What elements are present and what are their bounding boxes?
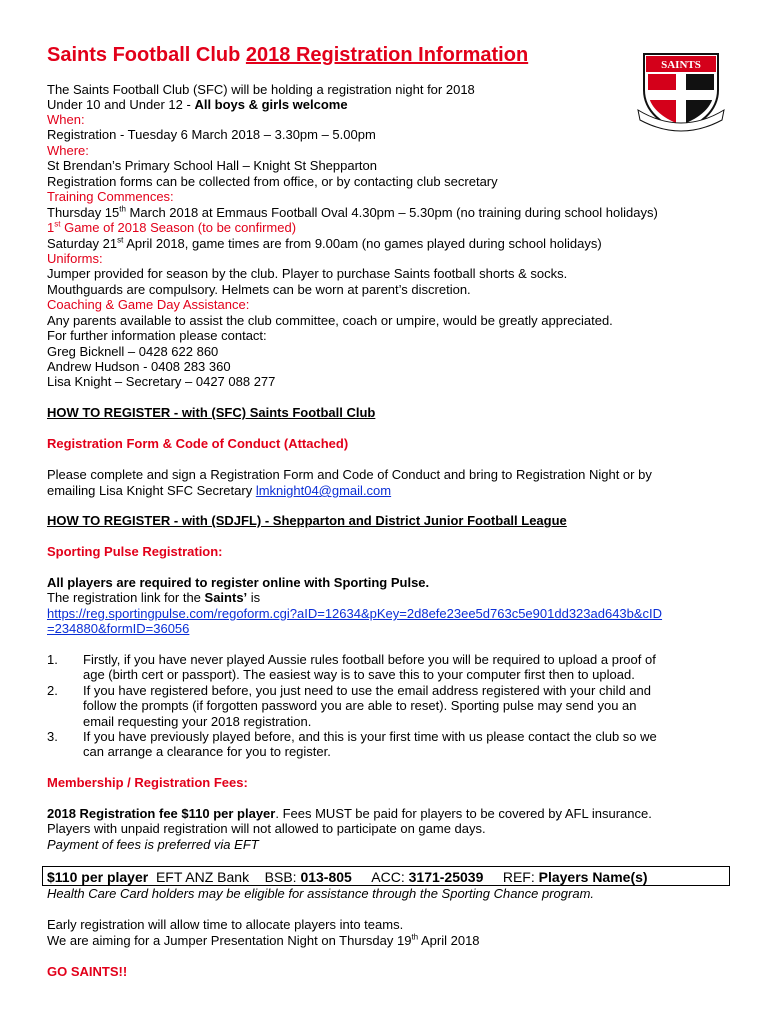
coaching-line2: For further information please contact:	[47, 328, 267, 343]
link-intro-c: is	[247, 590, 261, 605]
fees-heading: Membership / Registration Fees:	[47, 775, 248, 790]
first-game-b: Game of 2018 Season (to be confirmed)	[60, 220, 297, 235]
fee-method: EFT ANZ Bank	[155, 869, 250, 885]
uniforms-label: Uniforms:	[47, 251, 103, 266]
registration-url-line2[interactable]: =234880&formID=36056	[47, 621, 190, 636]
first-game-sup: st	[54, 219, 61, 229]
health-card-note: Health Care Card holders may be eligible for assistance through the Sporting Chance program.	[47, 886, 595, 901]
sdjfl-heading: HOW TO REGISTER - with (SDJFL) - Shepparton and District Junior Football League	[47, 513, 567, 528]
intro-line1: The Saints Football Club (SFC) will be holding a registration night for 2018	[47, 82, 475, 97]
closing-line2-b: April 2018	[418, 933, 480, 948]
closing-line1: Early registration will allow time to allocate players into teams.	[47, 917, 404, 932]
when-text: Registration - Tuesday 6 March 2018 – 3.30pm – 5.00pm	[47, 127, 376, 142]
training-label: Training Commences:	[47, 189, 174, 204]
payment-details	[47, 869, 648, 885]
crest-text: SAINTS	[661, 59, 701, 71]
registration-url-link-cont[interactable]	[47, 621, 189, 636]
closing-line2-a: We are aiming for a Jumper Presentation Night on Thursday 19	[47, 933, 412, 948]
coaching-line1: Any parents available to assist the club committee, coach or umpire, would be greatly appreciated.	[47, 313, 613, 328]
sdjfl-bold-line: All players are required to register online with Sporting Pulse.	[47, 575, 430, 590]
registration-url-link[interactable]	[47, 606, 662, 621]
uniforms-line1: Jumper provided for season by the club. Player to purchase Saints football shorts & socks.	[47, 266, 568, 281]
link-intro-b: Saints’	[204, 590, 248, 605]
contact-item: Lisa Knight – Secretary – 0427 088 277	[47, 374, 276, 389]
bsb-value: 013-805	[300, 869, 352, 885]
when-label: When:	[47, 112, 85, 127]
training-text	[47, 205, 658, 220]
title-part2: 2018 Registration Information	[245, 44, 529, 66]
contact-item: Greg Bicknell – 0428 622 860	[47, 344, 219, 359]
go-saints: GO SAINTS!!	[47, 964, 128, 979]
fees-line1	[47, 806, 652, 821]
page-title	[47, 44, 528, 67]
sdjfl-subheading: Sporting Pulse Registration:	[47, 544, 223, 559]
training-sup: th	[119, 204, 126, 214]
sfc-heading: HOW TO REGISTER - with (SFC) Saints Football Club	[47, 405, 376, 420]
sfc-subheading: Registration Form & Code of Conduct (Attached)	[47, 436, 349, 451]
ref-label: REF:	[502, 869, 539, 885]
saints-logo-icon	[636, 50, 726, 132]
list-item: follow the prompts (if forgotten password you are able to reset). Sporting pulse may send you an	[83, 698, 637, 713]
first-game-a: 1	[47, 220, 55, 235]
sfc-line1: Please complete and sign a Registration Form and Code of Conduct and bring to Registration Night or by	[47, 467, 652, 482]
list-item: If you have registered before, you just need to use the email address registered with your child and	[83, 683, 651, 698]
where-line2: Registration forms can be collected from office, or by contacting club secretary	[47, 174, 498, 189]
list-item-number: 1.	[47, 652, 58, 667]
where-line1: St Brendan’s Primary School Hall – Knight St Shepparton	[47, 158, 377, 173]
acc-value: 3171-25039	[408, 869, 484, 885]
fee-amount: $110 per player	[47, 869, 149, 885]
contact-item: Andrew Hudson - 0408 283 360	[47, 359, 231, 374]
first-game-text	[47, 236, 602, 251]
where-label: Where:	[47, 143, 89, 158]
uniforms-line2: Mouthguards are compulsory. Helmets can be worn at parent’s discretion.	[47, 282, 471, 297]
list-item: If you have previously played before, and this is your first time with us please contact the club so we	[83, 729, 657, 744]
sdjfl-link-intro	[47, 590, 260, 605]
sfc-line2	[47, 483, 391, 498]
first-game-sup2: st	[117, 235, 124, 245]
closing-sup: th	[411, 932, 419, 942]
fees-line1-rest: . Fees MUST be paid for players to be covered by AFL insurance.	[275, 806, 652, 821]
fees-line2: Players with unpaid registration will not allowed to participate on game days.	[47, 821, 486, 836]
intro-welcome: All boys & girls welcome	[194, 97, 348, 112]
acc-label: ACC:	[371, 869, 409, 885]
training-text-b: March 2018 at Emmaus Football Oval 4.30pm – 5.30pm (no training during school holidays)	[125, 205, 658, 220]
list-item: email requesting your 2018 registration.	[83, 714, 312, 729]
intro-line2-text: Under 10 and Under 12 -	[47, 97, 195, 112]
bsb-label: BSB:	[264, 869, 301, 885]
first-game-c: Saturday 21	[47, 236, 118, 251]
training-text-a: Thursday 15	[47, 205, 120, 220]
fees-line3: Payment of fees is preferred via EFT	[47, 837, 259, 852]
first-game-label	[47, 220, 296, 235]
ref-value: Players Name(s)	[538, 869, 648, 885]
secretary-email-link[interactable]: lmknight04@gmail.com	[255, 483, 392, 498]
closing-line2	[47, 933, 480, 948]
list-item: Firstly, if you have never played Aussie rules football before you will be required to upload a proof of	[83, 652, 656, 667]
list-item-number: 3.	[47, 729, 58, 744]
intro-line2	[47, 97, 348, 112]
registration-url-line1[interactable]: https://reg.sportingpulse.com/regoform.cgi?aID=12634&pKey=2d8efe23ee5d763c5e901dd323ad643b&cID	[47, 606, 663, 621]
title-part1: Saints Football Club	[47, 44, 246, 66]
coaching-label: Coaching & Game Day Assistance:	[47, 297, 250, 312]
sfc-line2-text: emailing Lisa Knight SFC Secretary	[47, 483, 256, 498]
list-item: can arrange a clearance for you to register.	[83, 744, 331, 759]
link-intro-a: The registration link for the	[47, 590, 205, 605]
list-item: age (birth cert or passport). The easiest way is to save this to your computer first then to upload.	[83, 667, 635, 682]
list-item-number: 2.	[47, 683, 58, 698]
fees-line1-bold: 2018 Registration fee $110 per player	[47, 806, 276, 821]
first-game-d: April 2018, game times are from 9.00am (no games played during school holidays)	[123, 236, 602, 251]
